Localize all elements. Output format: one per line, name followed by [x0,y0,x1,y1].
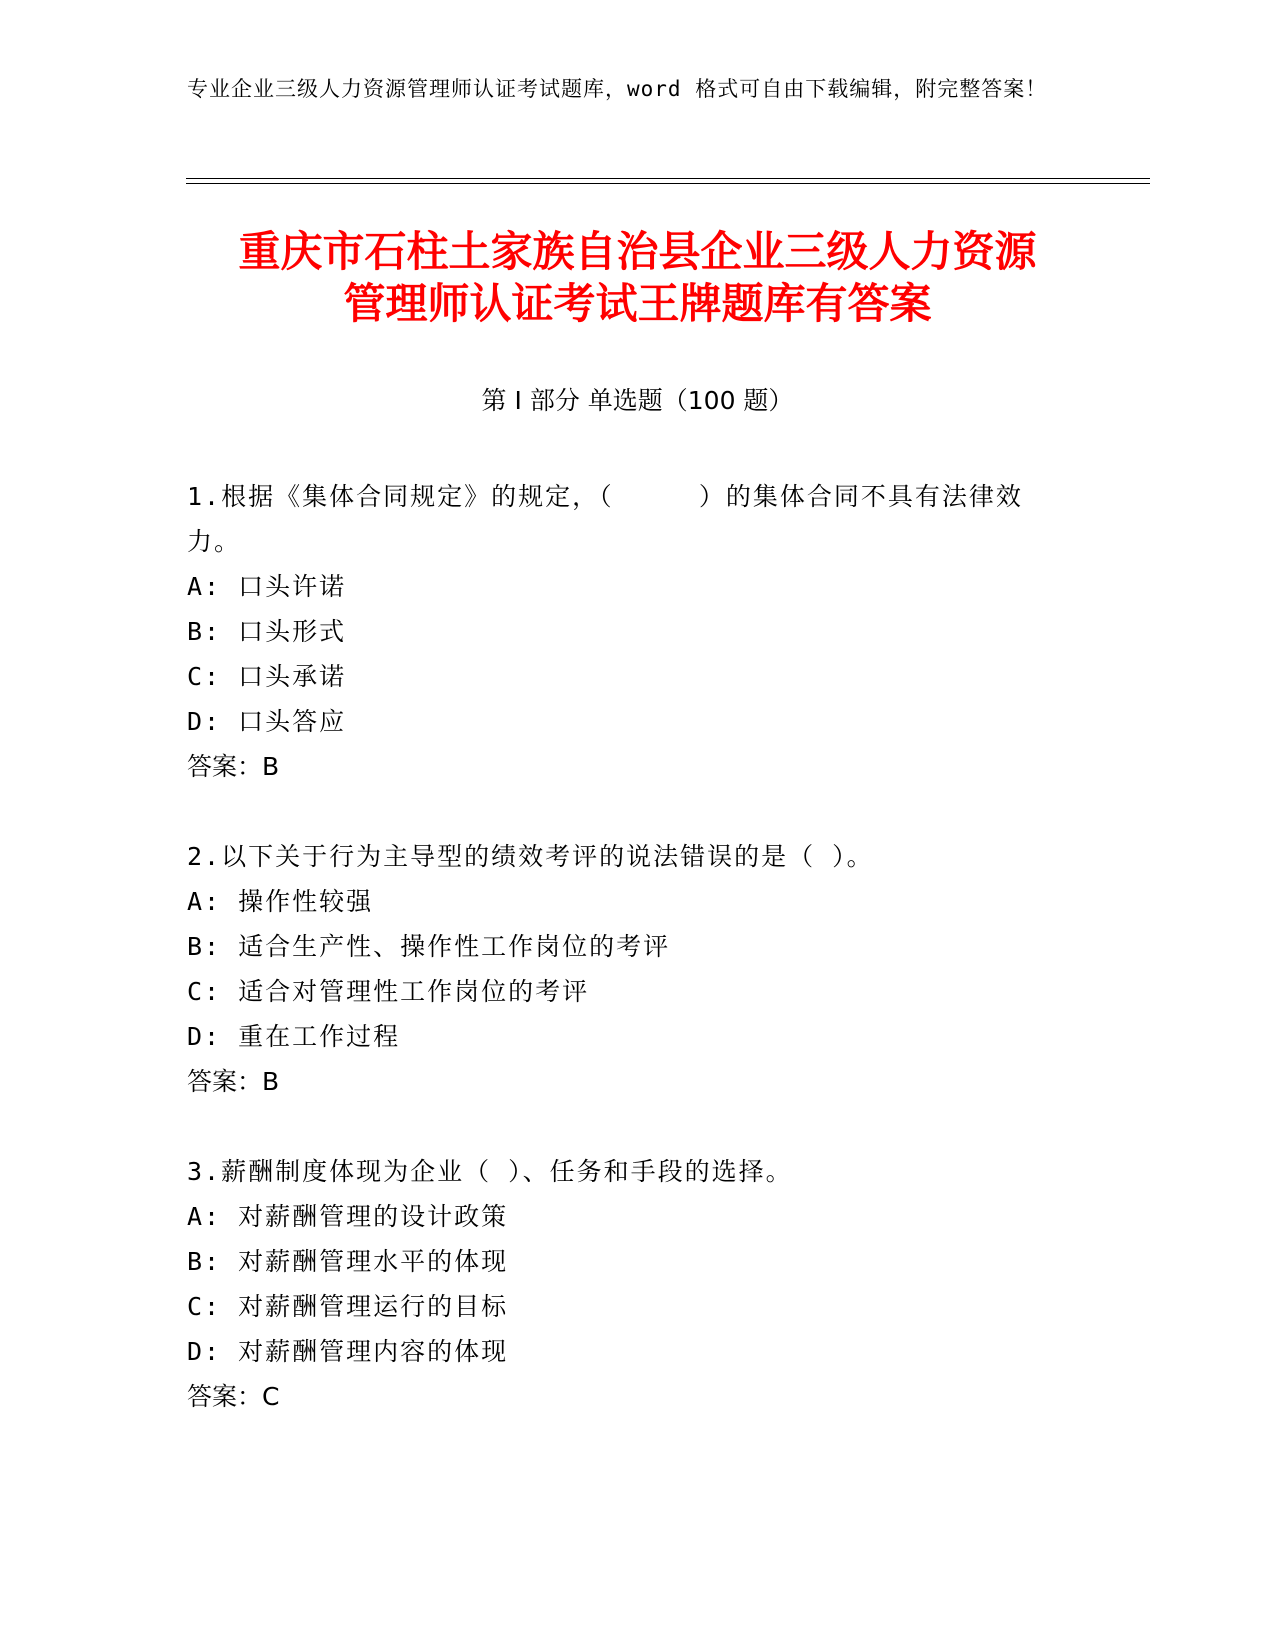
option-d: D: 口头答应 [187,707,347,736]
option-b: B: 适合生产性、操作性工作岗位的考评 [187,932,671,961]
option-d: D: 对薪酬管理内容的体现 [187,1337,509,1366]
option-a: A: 操作性较强 [187,887,374,916]
document-title [140,226,1135,330]
option-c: C: 对薪酬管理运行的目标 [187,1292,509,1321]
answer: 答案：B [187,1067,280,1096]
answer: 答案：C [187,1382,280,1411]
question-stem: 1.根据《集体合同规定》的规定，（ ）的集体合同不具有法律效力。 [187,482,1023,556]
section-title: 第 I 部分 单选题（100 题） [481,386,794,415]
option-a: A: 对薪酬管理的设计政策 [187,1202,509,1231]
document-title-line-2: 管理师认证考试王牌题库有答案 [343,279,932,328]
option-a: A: 口头许诺 [187,572,347,601]
option-c: C: 适合对管理性工作岗位的考评 [187,977,590,1006]
header-rule-bottom [186,183,1150,184]
option-d: D: 重在工作过程 [187,1022,401,1051]
question-stem: 2.以下关于行为主导型的绩效考评的说法错误的是（ ）。 [187,842,874,871]
option-b: B: 口头形式 [187,617,347,646]
question-1 [187,474,1067,789]
question-stem: 3.薪酬制度体现为企业（ ）、任务和手段的选择。 [187,1157,793,1186]
document-title-line-1: 重庆市石柱土家族自治县企业三级人力资源 [238,227,1037,276]
question-3 [187,1149,1067,1419]
question-list [187,474,1067,1464]
option-b: B: 对薪酬管理水平的体现 [187,1247,509,1276]
header-rule-top [186,178,1150,179]
question-2 [187,834,1067,1104]
header-note: 专业企业三级人力资源管理师认证考试题库，word 格式可自由下载编辑，附完整答案！ [187,77,1048,101]
answer: 答案：B [187,752,280,781]
option-c: C: 口头承诺 [187,662,347,691]
